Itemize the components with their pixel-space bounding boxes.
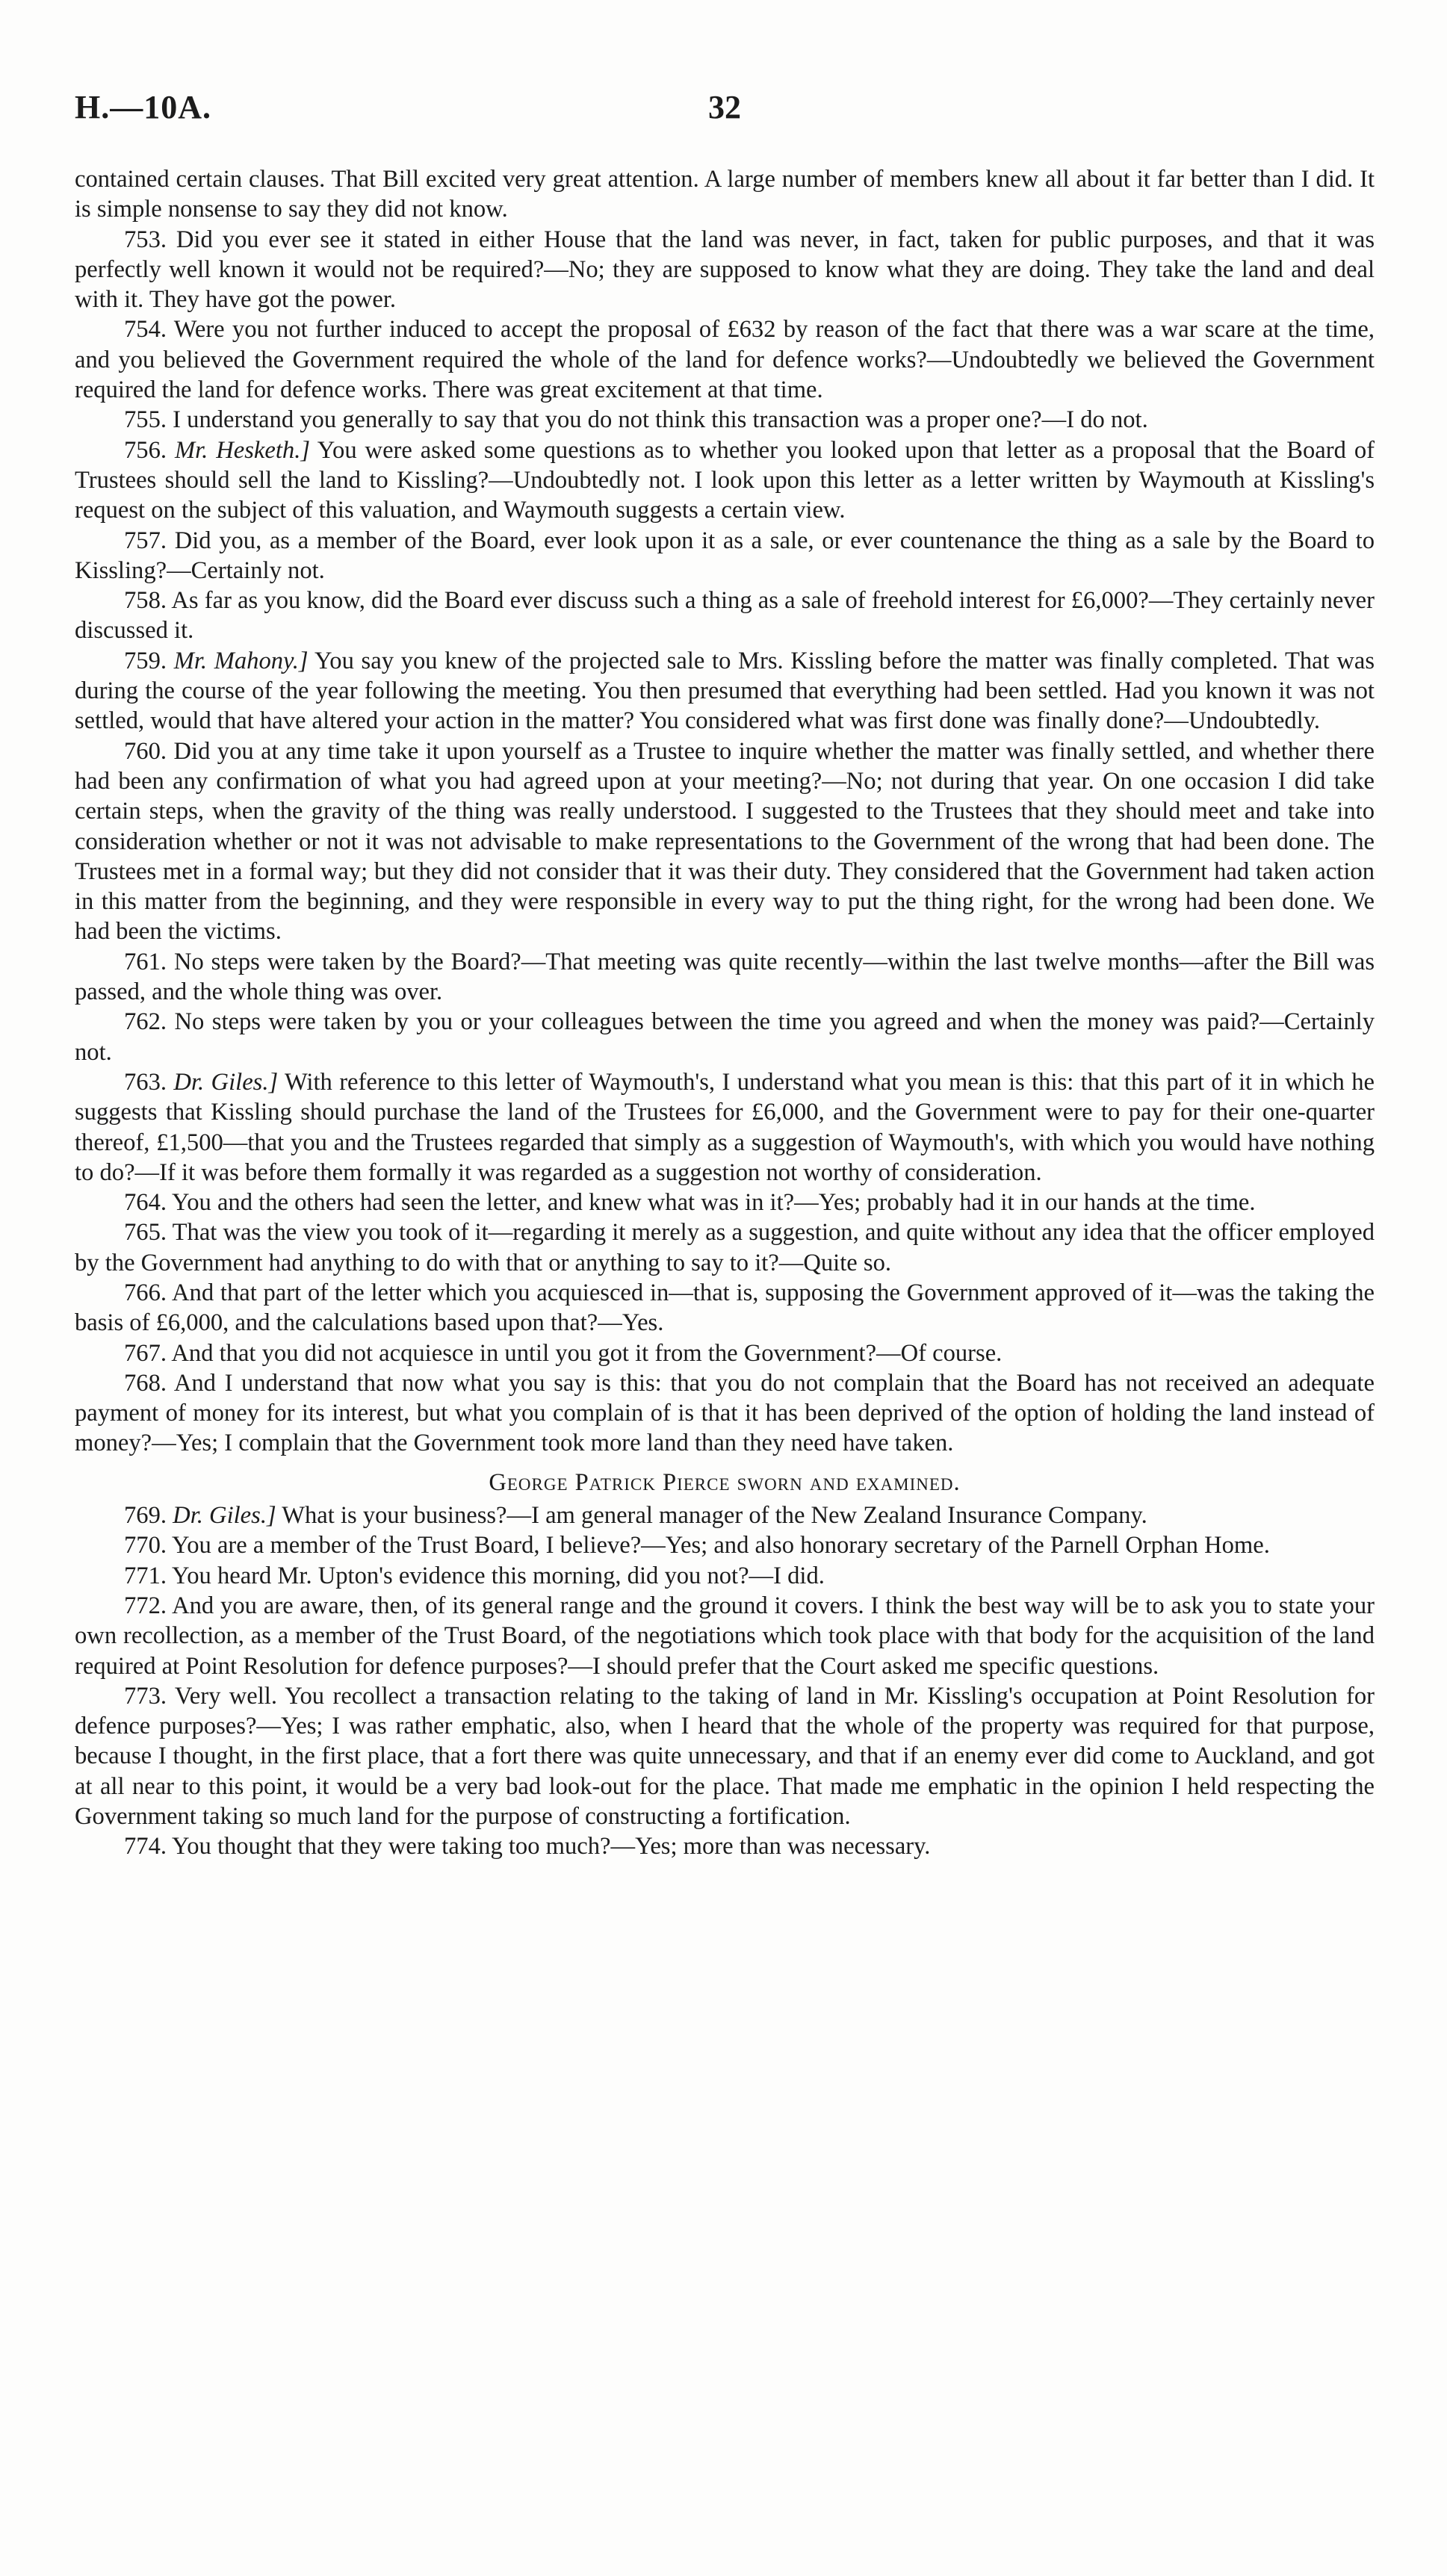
question-number: 764. bbox=[124, 1189, 167, 1217]
evidence-entry bbox=[75, 1681, 1375, 1831]
question-and-answer: As far as you know, did the Board ever discuss such a thing as a sale of freehold interest for £6,000?—They certainly never discussed it. bbox=[75, 587, 1375, 645]
question-and-answer: And you are aware, then, of its general range and the ground it covers. I think the best way will be to ask you to state your own recollection, as a member of the Trust Board, of the negotiations which took place with that body for the acquisition of the land required at Point Resolution for defence purposes?—I should prefer that the Court asked me specific questions. bbox=[75, 1592, 1375, 1680]
question-and-answer: Did you ever see it stated in either House that the land was never, in fact, taken for public purposes, and that it was perfectly well known it would not be required?—No; they are supposed to know what they are doing. They take the land and deal with it. They have got the power. bbox=[75, 226, 1375, 314]
witness-heading: George Patrick Pierce sworn and examined. bbox=[489, 1468, 961, 1496]
question-and-answer: Did you at any time take it upon yourself as a Trustee to inquire whether the matter was finally settled, and whether there had been any confirmation of what you had agreed upon at your meeting?—No; not during that year. On one occasion I did take certain steps, when the gravity of the thing was really understood. I suggested to the Trustees that they should meet and take into consideration whether or not it was not advisable to make representations to the Government of the wrong that had been done. The Trustees met in a formal way; but they did not consider that it was their duty. They considered that the Government had taken action in this matter from the beginning, and they were responsible in every way to put the thing right, for the wrong had been done. We had been the victims. bbox=[75, 737, 1375, 946]
question-number: 768. bbox=[124, 1369, 167, 1397]
question-and-answer: Very well. You recollect a transaction relating to the taking of land in Mr. Kissling's occupation at Point Resolution for defence purposes?—Yes; I was rather emphatic, also, when I heard that the whole of the property was required for that purpose, because I thought, in the first place, that a fort there was quite unnecessary, and that if an enemy ever did come to Auckland, and got at all near to this point, it would be a very bad look-out for the place. That made me emphatic in the opinion I held respecting the Government taking so much land for the purpose of constructing a fortification. bbox=[75, 1682, 1375, 1831]
question-number: 759. bbox=[124, 647, 167, 674]
evidence-entry bbox=[75, 1368, 1375, 1459]
evidence-entry bbox=[75, 1188, 1375, 1217]
question-number: 773. bbox=[124, 1682, 167, 1710]
question-number: 774. bbox=[124, 1833, 167, 1860]
evidence-entry bbox=[75, 586, 1375, 646]
evidence-entry bbox=[75, 225, 1375, 315]
question-and-answer: And I understand that now what you say is this: that you do not complain that the Board has not received an adequate payment of money for its interest, but what you complain of is that it has been deprived of the option of holding the land instead of money?—Yes; I complain that the Government took more land than they need have taken. bbox=[75, 1369, 1375, 1457]
question-number: 754. bbox=[124, 316, 167, 344]
examiner-name: Dr. Giles.] bbox=[173, 1068, 279, 1096]
running-head bbox=[75, 88, 1375, 133]
question-number: 763. bbox=[124, 1068, 167, 1096]
question-number: 757. bbox=[124, 527, 167, 554]
question-and-answer: No steps were taken by the Board?—That meeting was quite recently—within the last twelve months—after the Bill was passed, and the whole thing was over. bbox=[75, 948, 1375, 1006]
evidence-entry bbox=[75, 314, 1375, 405]
evidence-entry bbox=[75, 1338, 1375, 1368]
evidence-entry bbox=[75, 736, 1375, 947]
question-and-answer: What is your business?—I am general manager of the New Zealand Insurance Company. bbox=[282, 1502, 1147, 1530]
evidence-entry bbox=[75, 1591, 1375, 1681]
question-and-answer: And that you did not acquiesce in until you got it from the Government?—Of course. bbox=[171, 1339, 1003, 1367]
question-number: 753. bbox=[124, 226, 167, 253]
question-number: 761. bbox=[124, 948, 167, 975]
page-number: 32 bbox=[708, 89, 741, 125]
question-number: 766. bbox=[124, 1279, 167, 1306]
evidence-entry bbox=[75, 947, 1375, 1008]
evidence-entries-first bbox=[75, 225, 1375, 1459]
question-and-answer: Did you, as a member of the Board, ever look upon it as a sale, or ever countenance the thing as a sale by the Board to Kissling?—Certainly not. bbox=[75, 527, 1375, 584]
question-number: 771. bbox=[124, 1562, 167, 1589]
question-and-answer: With reference to this letter of Waymouth's, I understand what you mean is this: that this part of it in which he suggests that Kissling should purchase the land of the Trustees for £6,000, and the Government were to pay for their one-quarter thereof, £1,500—that you and the Trustees regarded that simply as a suggestion of Waymouth's, with which you would have nothing to do?—If it was before them formally it was regarded as a suggestion not worthy of consideration. bbox=[75, 1068, 1375, 1186]
question-and-answer: And that part of the letter which you acquiesced in—that is, supposing the Government approved of it—was the taking the basis of £6,000, and the calculations based upon that?—Yes. bbox=[75, 1279, 1375, 1337]
examiner-name: Mr. Mahony.] bbox=[173, 647, 309, 674]
examiner-name: Mr. Hesketh.] bbox=[174, 436, 311, 464]
question-and-answer: You were asked some questions as to whether you looked upon that letter as a proposal that the Board of Trustees should sell the land to Kissling?—Undoubtedly not. I look upon this letter as a letter written by Waymouth at Kissling's request on the subject of this valuation, and Waymouth suggests a certain view. bbox=[75, 436, 1375, 524]
question-and-answer: You are a member of the Trust Board, I believe?—Yes; and also honorary secretary of the Parnell Orphan Home. bbox=[171, 1532, 1270, 1559]
document-reference: H.—10A. bbox=[75, 89, 211, 125]
question-and-answer: That was the view you took of it—regarding it merely as a suggestion, and quite without any idea that the officer employed by the Government had anything to do with that or anything to say to it?—Quite so. bbox=[75, 1219, 1375, 1276]
question-and-answer: You and the others had seen the letter, and knew what was in it?—Yes; probably had it in our hands at the time. bbox=[171, 1189, 1256, 1217]
evidence-entry bbox=[75, 1530, 1375, 1560]
evidence-entry bbox=[75, 405, 1375, 435]
evidence-entry bbox=[75, 1067, 1375, 1188]
question-number: 767. bbox=[124, 1339, 167, 1367]
evidence-entry bbox=[75, 1278, 1375, 1338]
question-and-answer: No steps were taken by you or your colleagues between the time you agreed and when the money was paid?—Certainly not. bbox=[75, 1008, 1375, 1066]
question-and-answer: Were you not further induced to accept the proposal of £632 by reason of the fact that there was a war scare at the time, and you believed the Government required the whole of the land for defence works?—Undoubtedly we believed the Government required the land for defence works. There was great excitement at that time. bbox=[75, 316, 1375, 404]
question-number: 769. bbox=[124, 1502, 167, 1530]
evidence-entry bbox=[75, 435, 1375, 526]
question-number: 765. bbox=[124, 1219, 167, 1247]
question-number: 770. bbox=[124, 1532, 167, 1559]
question-and-answer: You say you knew of the projected sale to Mrs. Kissling before the matter was finally completed. That was during the course of the year following the meeting. You then presumed that everything had been settled. Had you known it was not settled, would that have altered your action in the matter? You considered what was first done was finally done?—Undoubtedly. bbox=[75, 647, 1375, 735]
evidence-text bbox=[75, 164, 1375, 1862]
question-number: 755. bbox=[124, 406, 167, 434]
question-number: 762. bbox=[124, 1008, 167, 1036]
evidence-entry bbox=[75, 526, 1375, 586]
question-number: 756. bbox=[124, 436, 167, 464]
question-number: 772. bbox=[124, 1592, 167, 1619]
continued-paragraph: contained certain clauses. That Bill excited very great attention. A large number of members knew all about it far better than I did. It is simple nonsense to say they did not know. bbox=[75, 166, 1375, 223]
evidence-entry bbox=[75, 1500, 1375, 1530]
question-and-answer: You heard Mr. Upton's evidence this morning, did you not?—I did. bbox=[171, 1562, 825, 1589]
evidence-entry bbox=[75, 1217, 1375, 1278]
question-number: 758. bbox=[124, 587, 167, 615]
evidence-entry bbox=[75, 646, 1375, 736]
evidence-entry bbox=[75, 1561, 1375, 1591]
question-number: 760. bbox=[124, 737, 167, 765]
examiner-name: Dr. Giles.] bbox=[173, 1502, 276, 1530]
evidence-entry bbox=[75, 1831, 1375, 1861]
evidence-entries-second bbox=[75, 1500, 1375, 1862]
question-and-answer: You thought that they were taking too much?—Yes; more than was necessary. bbox=[171, 1833, 931, 1860]
evidence-entry bbox=[75, 1007, 1375, 1067]
question-and-answer: I understand you generally to say that you do not think this transaction was a proper one?—I do not. bbox=[173, 406, 1148, 434]
